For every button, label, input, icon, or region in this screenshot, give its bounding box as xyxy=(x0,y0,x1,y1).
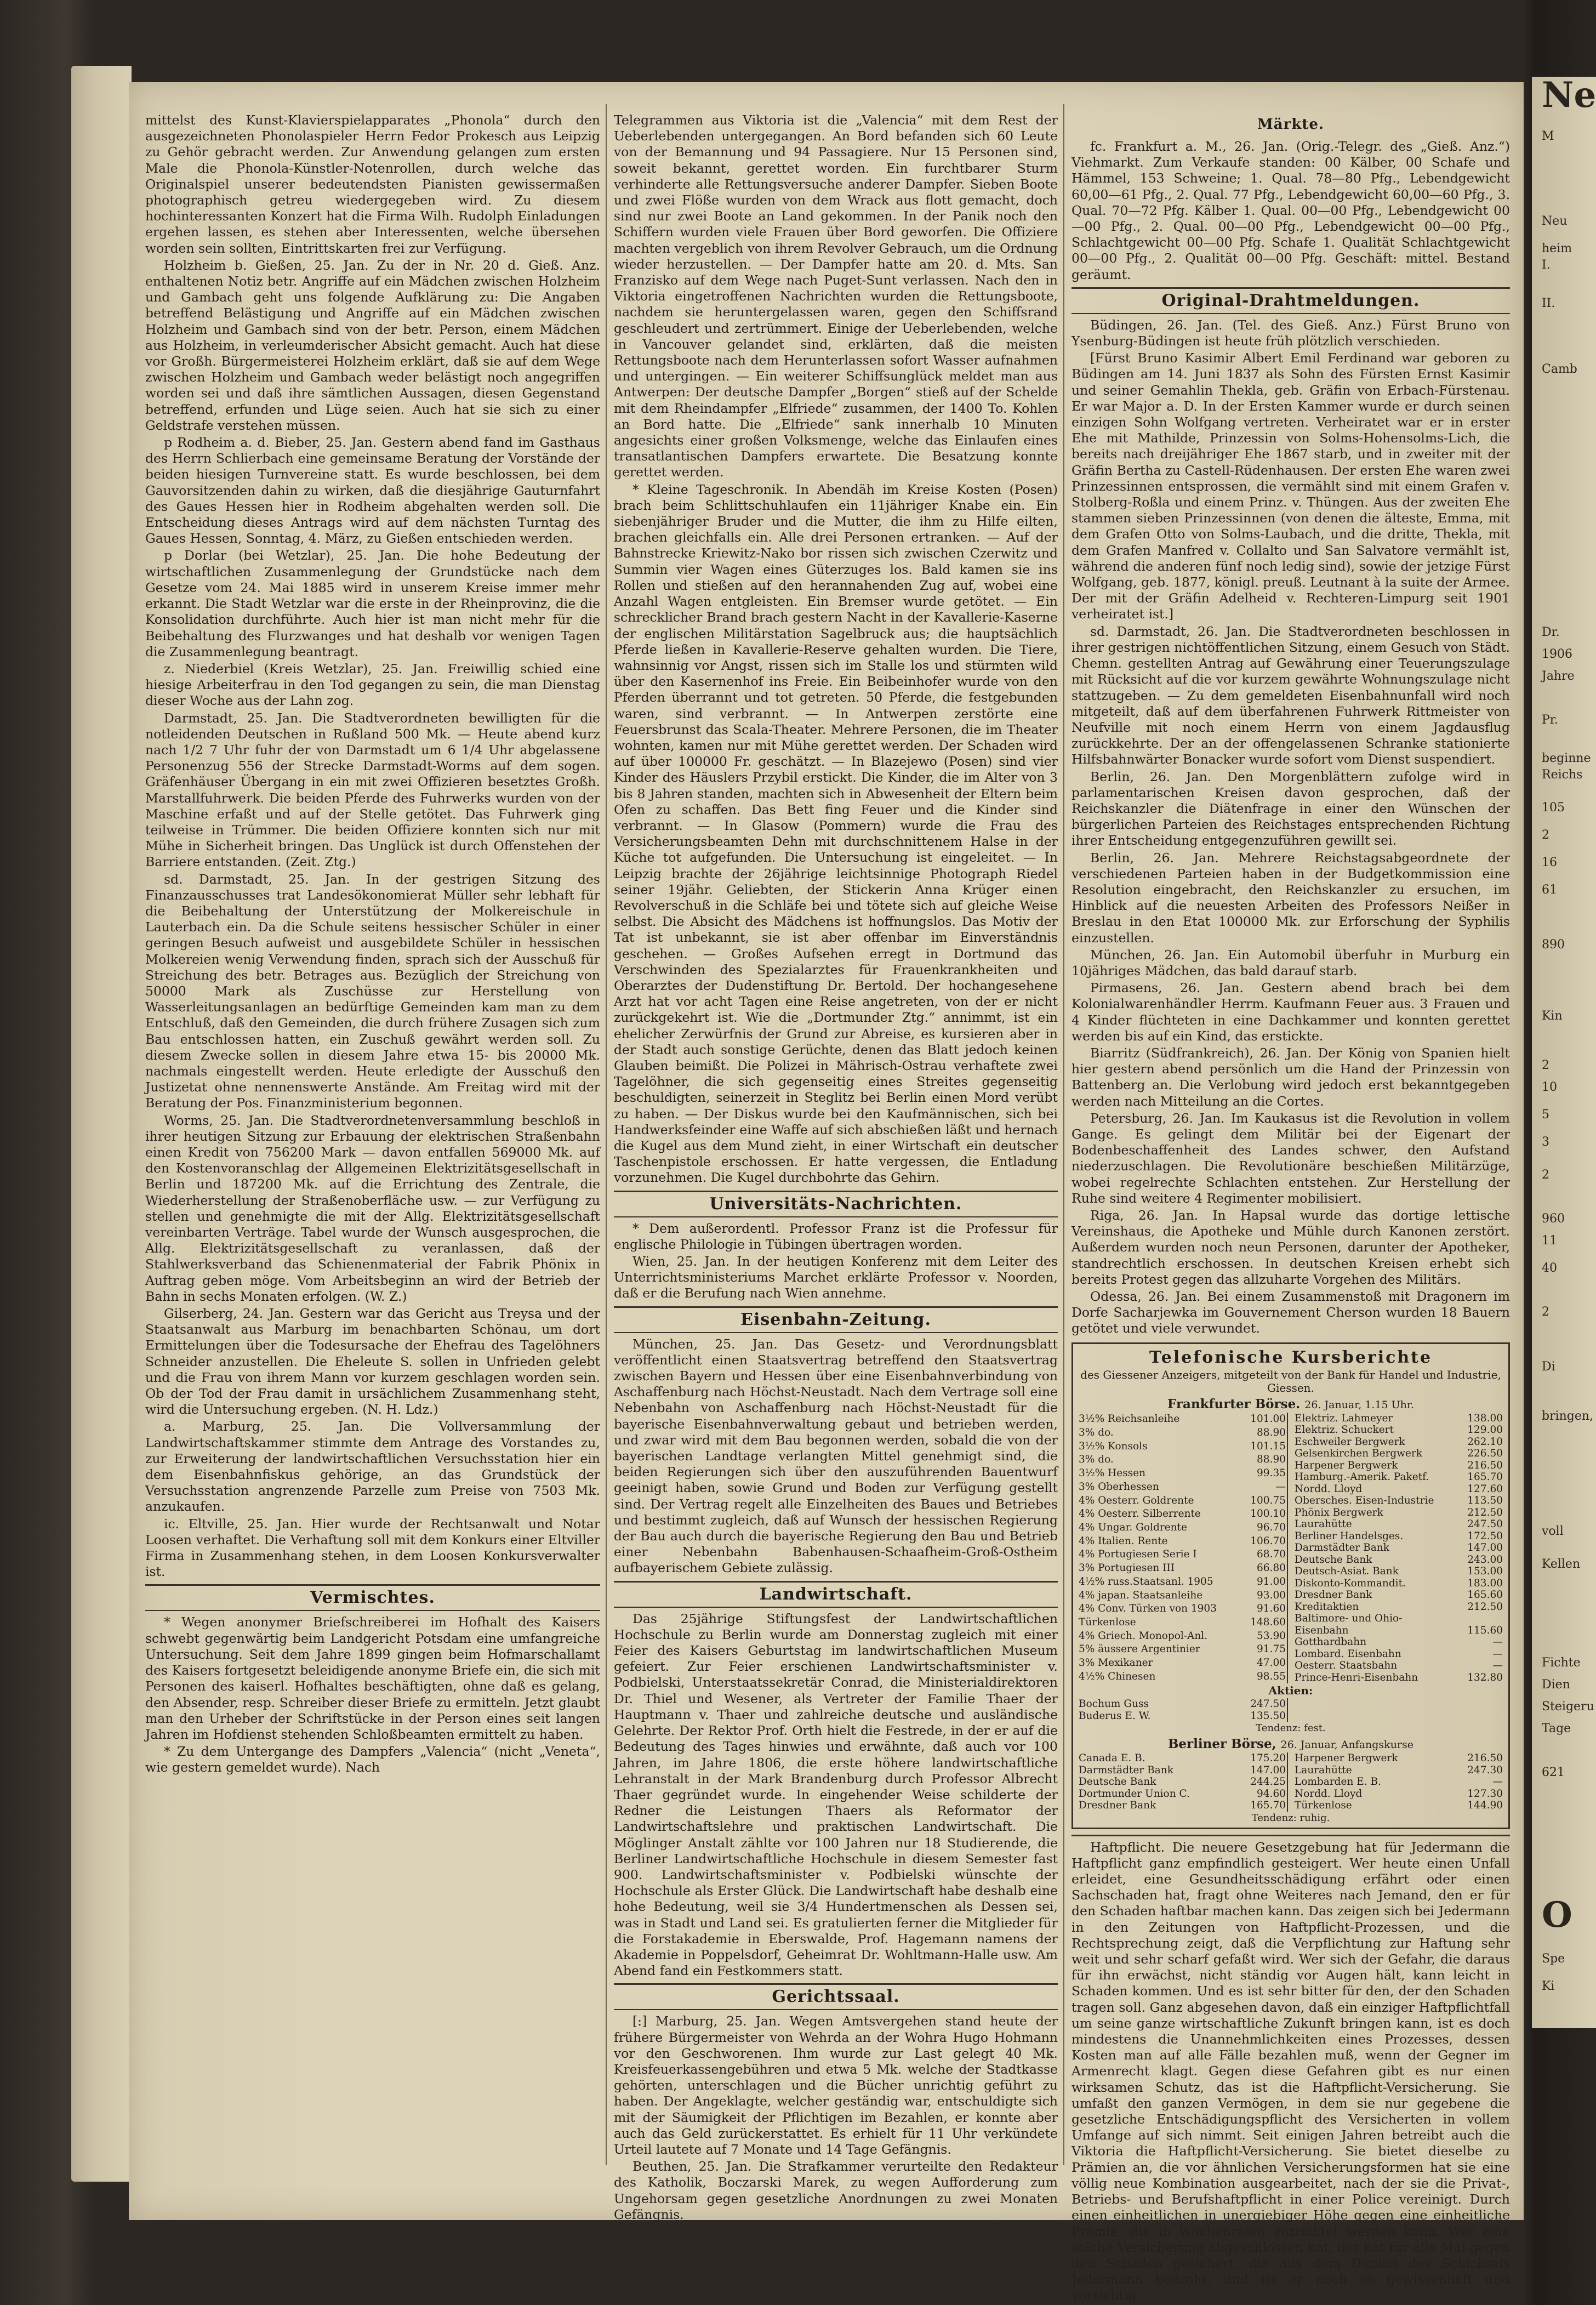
security-name: Nordd. Lloyd xyxy=(1295,1788,1363,1800)
quote-row xyxy=(1293,1413,1504,1425)
berlin-quotes-table-right xyxy=(1293,1752,1504,1812)
adjacent-page-text: 105 xyxy=(1542,801,1565,815)
security-price: — xyxy=(1492,1648,1503,1660)
quote-row xyxy=(1078,1629,1287,1643)
security-price: 88.90 xyxy=(1257,1454,1286,1466)
security-name: Darmstädter Bank xyxy=(1079,1764,1173,1776)
article-paragraph: * Zu dem Untergange des Dampfers „Valencia“ (nicht „Veneta“, wie gestern gemeldet wurde). Nach xyxy=(145,1744,600,1775)
security-name: Deutsche Bank xyxy=(1295,1553,1372,1566)
security-name: 3% do. xyxy=(1079,1454,1114,1466)
article-paragraph: München, 26. Jan. Ein Automobil überfuhr in Murburg ein 10jähriges Mädchen, das bald darauf starb. xyxy=(1071,947,1510,978)
security-name: Berliner Handelsges. xyxy=(1295,1530,1404,1542)
security-price: 99.35 xyxy=(1257,1467,1286,1479)
article-paragraph: [Fürst Bruno Kasimir Albert Emil Ferdinand war geboren zu Büdingen am 14. Juni 1837 als Sohn des Fürsten Ernst Kasimir und seiner Gemahlin Thekla, geb. Gräfin von Erbach-Fürstenau. Er war Major a. D. In der Ersten Kammer wurde er durch seinen einzigen Sohn Wolfgang vertreten. Verheiratet war er in erster Ehe mit Mathilde, Prinzessin von Solms-Hohensolms-Lich, die bereits nach dreijähriger Ehe 1867 starb, und in zweiter mit der Gräfin Bertha zu Castell-Rüdenhausen. Der ersten Ehe waren zwei Prinzessinnen entsprossen, die vermählt sind mit einem Grafen v. Stolberg-Roßla und einem Prinz. v. Thüngen. Aus der zweiten Ehe stammen sieben Prinzessinnen (von denen die älteste, Emma, mit dem Grafen Otto von Solms-Laubach, und die dritte, Thekla, mit dem Grafen Manfred v. Collalto und San Salvatore vermählt ist, während die anderen fünf noch ledig sind), sowie der jetzige Fürst Wolfgang, geb. 1877, königl. preuß. Leutnant à la suite der Armee. Der mit der Gräfin Adelheid v. Rechteren-Limpurg seit 1901 verheiratet ist.] xyxy=(1071,350,1510,622)
column-2 xyxy=(614,112,1058,2224)
quote-row xyxy=(1293,1765,1504,1777)
tendenz-berlin: Tendenz: ruhig. xyxy=(1251,1812,1330,1824)
security-name: 4% japan. Staatsanleihe xyxy=(1079,1589,1203,1601)
quote-row xyxy=(1078,1788,1287,1800)
security-name: Lombard. Eisenbahn xyxy=(1295,1648,1401,1660)
security-name: 4% Oesterr. Silberrente xyxy=(1079,1508,1201,1520)
stock-quotes-box xyxy=(1071,1342,1510,1829)
adjacent-page-text: 2 xyxy=(1542,1305,1549,1319)
security-price: 165.60 xyxy=(1467,1589,1503,1601)
security-price: 183.00 xyxy=(1467,1577,1503,1589)
adjacent-page-text: 11 xyxy=(1542,1234,1557,1248)
article-paragraph: [:] Marburg, 25. Jan. Wegen Amtsvergehen stand heute der frühere Bürgermeister von Wehrda an der Wohra Hugo Hohmann vor den Geschworenen. Ihm wurde zur Last gelegt 40 Mk. Kreisfeuerkassengebühren und etwa 5 Mk. welche der Stadtkasse gehörten, unterschlagen und die Bücher unrichtig geführt zu haben. Der Angeklagte, welcher geständig war, entschuldigte sich mit der Säumigkeit der Pflichtigen im Bezahlen, er konnte aber auch das Geld zurückerstattet. Es erhielt für 11 Uhr verkündete Urteil lautete auf 7 Monate und 14 Tage Gefängnis. xyxy=(614,2013,1058,2157)
security-name: Hamburg.-Amerik. Paketf. xyxy=(1295,1471,1429,1483)
security-name: 4½% Chinesen xyxy=(1079,1670,1156,1682)
security-price: 101.15 xyxy=(1250,1440,1286,1452)
adjacent-page-text: II. xyxy=(1542,297,1555,310)
article-paragraph: Biarritz (Südfrankreich), 26. Jan. Der König von Spanien hielt hier gestern abend persönlich um die Hand der Prinzessin von Battenberg an. Die Verlobung wird jedoch erst bekanntgegeben werden nach Mitteilung an die Cortes. xyxy=(1071,1045,1510,1109)
section-heading-vermischtes: Vermischtes. xyxy=(145,1584,600,1611)
security-name: 3½% Reichsanleihe xyxy=(1079,1413,1180,1425)
security-price: 147.00 xyxy=(1250,1764,1286,1776)
column-divider xyxy=(1063,104,1064,2165)
security-price: 98.55 xyxy=(1257,1670,1286,1682)
quote-row xyxy=(1078,1670,1287,1683)
quote-row xyxy=(1078,1562,1287,1575)
tendenz-frankfurt: Tendenz: fest. xyxy=(1256,1722,1326,1734)
security-name: Harpener Bergwerk xyxy=(1295,1752,1398,1765)
adjacent-page-text: Ki xyxy=(1542,1979,1555,1993)
adjacent-page-text: Dien xyxy=(1542,1678,1570,1692)
quote-row xyxy=(1293,1566,1504,1578)
quote-row xyxy=(1078,1615,1287,1629)
article-paragraph: Worms, 25. Jan. Die Stadtverordnetenversammlung beschloß in ihrer heutigen Sitzung zur Erbauung der elektrischen Straßenbahn einen Kredit von 756200 Mark — davon entfallen 569000 Mk. auf den Kostenvoranschlag der Allgemeinen Elektrizitätsgesellschaft in Berlin und 187200 Mk. auf die Errichtung des Zentrale, die Wiederherstellung der Straßenoberfläche usw. — zur Verfügung zu stellen und genehmigte die mit der Allg. Elektrizitätsgesellschaft vereinbarten Verträge. Tabel wurde der Wunsch ausgesprochen, die Allg. Elektrizitätsgesellschaft zu veranlassen, daß der Stahlwerksverband das Schienenmaterial der Fabrik Phönix in Auftrag geben möge. Vom Arbeitsbeginn an wird der Betrieb der Bahn in sechs Monaten erfolgen. (W. Z.) xyxy=(145,1112,600,1304)
article-paragraph: p Rodheim a. d. Bieber, 25. Jan. Gestern abend fand im Gasthaus des Herrn Schlierbach eine gemeinsame Beratung der Vorstände der beiden hiesigen Turnvereine statt. Es wurde beschlossen, bei dem Gauvorsitzenden dahin zu wirken, daß die diesjährige Gauturnfahrt des Gaues Hessen hier in Rodheim abgehalten werden soll. Die Entscheidung dieses Antrags wird auf dem nächsten Turntag des Gaues Hessen, Sonntag, 4. März, zu Gießen entschieden werden. xyxy=(145,435,600,547)
security-name: Deutsch-Asiat. Bank xyxy=(1295,1566,1399,1578)
frankfurt-exchange-date: 26. Januar, 1.15 Uhr. xyxy=(1304,1398,1414,1411)
security-name: Elektriz. Schuckert xyxy=(1295,1424,1394,1436)
quote-row xyxy=(1293,1424,1504,1436)
quote-row xyxy=(1293,1483,1504,1495)
security-price: — xyxy=(1275,1481,1286,1493)
security-name: Gelsenkirchen Bergwerk xyxy=(1295,1448,1423,1460)
security-price: 91.60 xyxy=(1257,1603,1286,1615)
quote-row xyxy=(1078,1602,1287,1616)
security-name: 3½% Konsols xyxy=(1079,1440,1148,1452)
adjacent-page-text: Kellen xyxy=(1542,1557,1581,1571)
adjacent-page-text: 5 xyxy=(1542,1108,1549,1122)
security-name: Prince-Henri-Eisenbahn xyxy=(1295,1671,1418,1683)
adjacent-page-text: beginne xyxy=(1542,752,1591,765)
security-price: 172.50 xyxy=(1467,1530,1503,1542)
security-name: Kreditaktien xyxy=(1295,1601,1359,1613)
quote-row xyxy=(1293,1471,1504,1483)
adjacent-page-text: Camb xyxy=(1542,362,1577,376)
security-price: 91.75 xyxy=(1257,1643,1286,1655)
security-price: 212.50 xyxy=(1467,1506,1503,1518)
adjacent-page-text: Pr. xyxy=(1542,713,1558,727)
berlin-exchange-date: 26. Januar, Anfangskurse xyxy=(1280,1739,1414,1751)
article-paragraph: * Kleine Tageschronik. In Abendäh im Kreise Kosten (Posen) brach beim Schlittschuhlaufen ein 11jähriger Knabe ein. Ein siebenjähriger Bruder und die Mutter, die ihm zu Hilfe eilten, brachen gleichfalls ein. Alle drei Personen ertranken. — Auf der Bahnstrecke Kriewitz-Nako bor rissen sich zwischen Czerwitz und Summin vier Wagen eines Güterzuges los. Bald kamen sie ins Rollen und stießen auf den herannahenden Zug auf, wobei eine Anzahl Wagen entgleisten. Ein Bremser wurde getötet. — Ein schrecklicher Brand brach gestern Nacht in der Kavallerie-Kaserne der englischen Militärstation Sagelbruck aus; die hauptsächlich Pferde ließen in Kavallerie-Reserve gehalten wurden. Die Tiere, wahnsinnig vor Angst, rissen sich im Stalle los und stürmten wild über den Kasernenhof ins Freie. Ein Beibeinhofer wurde von den Pferden überrannt und tot getreten. 50 Pferde, die festgebunden waren, sind verbrannt. — In Antwerpen zerstörte eine Feuersbrunst das Scala-Theater. Mehrere Personen, die im Theater wohnten, kamen nur mit Mühe gerettet werden. Der Schaden wird auf über 100000 Fr. geschätzt. — In Blazejewo (Posen) sind vier Kinder des Häuslers Przybil erstickt. Die Kinder, die im Alter von 3 bis 8 Jahren standen, machten sich in Abwesenheit der Eltern beim Ofen zu schaffen. Das Bett fing Feuer und die Kinder sind verbrannt. — In Glasow (Pommern) wurde die Frau des Versicherungsbeamten Dehn mit durchschnittenem Halse in der Küche tot aufgefunden. Die Untersuchung ist eingeleitet. — In Leipzig brachte der 26jährige leichtsinnige Photograph Riedel seiner 19jähr. Geliebten, der Stickerin Anna Krüger einen Revolverschuß in die Schläfe bei und tötete sich auf gleiche Weise selbst. Die Absicht des Mädchens ist hoffnungslos. Das Motiv der Tat ist unbekannt, sie ist aber offenbar im Einverständnis geschehen. — Großes Aufsehen erregt in Dortmund das Verschwinden des Spezialarztes für Frauenkrankheiten und Oberarztes der Dudenstiftung Dr. Bertold. Der hochangesehene Arzt hat vor acht Tagen eine Reise angetreten, von der er nicht zurückgekehrt ist. Wie die „Dortmunder Ztg.“ annimmt, ist ein ehelicher Zerwürfnis der Grund zur Abreise, es kursieren aber in der Stadt auch sonstige Gerüchte, denen das Blatt jedoch keinen Glauben beimißt. Die Polizei in Mährisch-Ostrau verhaftete zwei Tagelöhner, die sich gegenseitig eines Streites gegenseitig beschuldigten, seinerzeit in Steglitz bei Berlin einen Mord verübt zu haben. — Der Diskus wurde bei den Kaufmännischen, sich bei Handwerksfeinder eine Waffe auf sich abschießen läßt und hernach die Kugel aus dem Mund zieht, in einer Wirtschaft ein deutscher Taschenpistole erschossen. Er hatte vergessen, die Entladung vorzunehmen. Die Kugel durchbohrte das Gehirn. xyxy=(614,481,1058,1186)
quote-row xyxy=(1078,1453,1287,1467)
security-name: 3% Portugiesen III xyxy=(1079,1562,1175,1574)
security-name: Bochum Guss xyxy=(1079,1698,1149,1710)
section-heading-gerichtssaal: Gerichtssaal. xyxy=(614,1983,1058,2010)
adjacent-page-text: Dr. xyxy=(1542,625,1560,639)
quote-row xyxy=(1293,1660,1504,1672)
quote-row xyxy=(1293,1495,1504,1507)
security-price: 247.30 xyxy=(1467,1764,1503,1776)
security-price: 91.00 xyxy=(1257,1575,1286,1587)
quote-row xyxy=(1078,1765,1287,1777)
quote-row xyxy=(1293,1800,1504,1812)
security-price: — xyxy=(1492,1660,1503,1672)
security-price: 94.60 xyxy=(1257,1788,1286,1800)
berlin-exchange-heading xyxy=(1078,1738,1504,1751)
security-name: Deutsche Bank xyxy=(1079,1776,1156,1788)
security-price: 243.00 xyxy=(1467,1553,1503,1566)
adjacent-page-text: Neu xyxy=(1542,214,1568,228)
security-price xyxy=(1460,1613,1504,1625)
security-name: Gotthardbahn xyxy=(1295,1636,1367,1648)
adjacent-page-text: voll xyxy=(1542,1524,1564,1538)
security-name: 3% Mexikaner xyxy=(1079,1657,1153,1669)
quote-row xyxy=(1078,1426,1287,1439)
quote-row xyxy=(1293,1542,1504,1554)
page-binding-edge xyxy=(71,66,132,2182)
frankfurt-quotes-grid xyxy=(1078,1413,1504,1684)
quote-row xyxy=(1078,1494,1287,1507)
quote-row xyxy=(1293,1518,1504,1530)
security-price: 216.50 xyxy=(1467,1459,1503,1471)
quote-row xyxy=(1078,1521,1287,1534)
berlin-quotes-grid xyxy=(1078,1752,1504,1812)
security-name: Laurahütte xyxy=(1295,1764,1352,1776)
security-name: 3% Oberhessen xyxy=(1079,1481,1159,1493)
security-price: 100.75 xyxy=(1250,1494,1286,1506)
article-paragraph: Das 25jährige Stiftungsfest der Landwirtschaftlichen Hochschule zu Berlin wurde am Donnerstag zugleich mit einer Feier des Kaisers Geburtstag im landwirtschaftlichen Museum gefeiert. Zur Feier erschienen Landwirtschaftsminister v. Podbielski, Unterstaatssekretär Conrad, die Ministerialdirektoren Dr. Thiel und Wesener, als Vertreter der Familie Thaer der Hauptmann v. Thaer und zahlreiche deutsche und ausländische Gelehrte. Der Rektor Prof. Orth hielt die Festrede, in der er auf die Bedeutung des Tages hinwies und erwähnte, daß auch vor 100 Jahren, im Jahre 1806, die erste höhere landwirtschaftliche Lehranstalt in der Mark Brandenburg durch Professor Albrecht Thaer gegründet wurde. In eingehender Weise schilderte der Redner die Leistungen Thaers als Reformator der Landwirtschaftslehre und praktischen Landwirtschaft. Die Möglinger Anstalt zählte vor 100 Jahren nur 18 Studierende, die Berliner Landwirtschaftliche Hochschule in diesem Semester fast 900. Landwirtschaftsminister v. Podbielski wünschte der Hochschule als Erster Glück. Die Landwirtschaft habe deshalb eine hohe Bedeutung, weil sie 3/4 Hundertmenschen als Dessen sei, was in Stadt und Land sei. Es gratulierten ferner die Mitglieder für die Forstakademie in Eberswalde, Prof. Hagemann namens der Akademie in Poppelsdorf, Geheimrat Dr. Wohltmann-Halle usw. Am Abend fand ein Festkommers statt. xyxy=(614,1610,1058,1979)
security-price: 153.00 xyxy=(1467,1566,1503,1578)
quote-row xyxy=(1293,1436,1504,1448)
security-price: 96.70 xyxy=(1257,1521,1286,1533)
quote-row xyxy=(1293,1578,1504,1590)
quote-row xyxy=(1293,1448,1504,1460)
quote-row xyxy=(1293,1776,1504,1788)
berlin-exchange-title: Berliner Börse, xyxy=(1167,1737,1276,1752)
section-heading-landwirtschaft: Landwirtschaft. xyxy=(614,1581,1058,1608)
security-price: 247.50 xyxy=(1467,1518,1503,1530)
security-name: 4½% russ.Staatsanl. 1905 xyxy=(1079,1575,1213,1587)
article-paragraph: fc. Frankfurt a. M., 26. Jan. (Orig.-Telegr. des „Gieß. Anz.“) Viehmarkt. Zum Verkaufe standen: 00 Kälber, 00 Schafe und Hämmel, 153 Schweine; 1. Qual. 78—80 Pfg., Lebendgewicht 60,00—61 Pfg., 2. Qual. 77 Pfg., Lebendgewicht 60,00—60 Pfg., 3. Qual. 70—72 Pfg. Kälber 1. Qual. 00—00 Pfg., Lebendgewicht 00—00 Pfg., 2. Qual. 00—00 Pfg., Lebendgewicht 00—00 Pfg., Schlachtgewicht 00—00 Pfg. Schafe 1. Qualität Schlachtgewicht 00—00 Pfg., 2. Qualität 00—00 Pfg. Geschäft: mittel. Bestand geräumt. xyxy=(1071,139,1510,282)
security-price: 127.30 xyxy=(1467,1788,1503,1800)
security-price: 138.00 xyxy=(1467,1412,1503,1424)
quote-row xyxy=(1078,1480,1287,1494)
security-name: Baltimore- und Ohio- xyxy=(1295,1613,1403,1625)
quote-row xyxy=(1293,1672,1504,1684)
security-name: Dresdner Bank xyxy=(1295,1589,1372,1601)
security-price: 144.90 xyxy=(1467,1800,1503,1812)
article-paragraph: Petersburg, 26. Jan. Im Kaukasus ist die Revolution in vollem Gange. Es gelingt dem Militär bei der Eigenart der Bodenbeschaffenheit des Landes schwer, den Aufstand niederzuschlagen. Die Revolutionäre beschießen Militärzüge, wobei regelrechte Schlachten entstehen. Zur Herstellung der Ruhe sind weitere 4 Regimenter mobilisiert. xyxy=(1071,1110,1510,1206)
frankfurt-exchange-heading xyxy=(1078,1398,1504,1412)
aktien-grid xyxy=(1078,1698,1504,1722)
security-name: Phönix Bergwerk xyxy=(1295,1506,1383,1518)
security-price: 66.80 xyxy=(1257,1562,1286,1574)
security-price: 127.60 xyxy=(1467,1483,1503,1495)
article-paragraph: Haftpflicht. Die neuere Gesetzgebung hat für Jedermann die Haftpflicht ganz empfindlich gesteigert. Wer heute einen Unfall erleidet, eine Gesundheitsschädigung erfährt oder einen Sachschaden hat, fragt ohne Weiteres nach Jemand, den er für den Schaden haftbar machen kann. Das zeigen sich bei Jedermann in den Zeitungen von Haftpflicht-Prozessen, und die Rechtsprechung zeigt, daß die Verpflichtung zur Haftung sehr weit und sehr scharf gefaßt wird. Wer sich der Gefahr, die daraus für ihn erwächst, nicht ständig vor Augen hält, kann leicht in Schaden kommen. Und es ist sehr bitter für den, der den Schaden tragen soll. Ganz abgesehen davon, daß ein einziger Haftpflichtfall um seine ganze wirtschaftliche Zukunft bringen kann, ist es doch mindestens die Unannehmlichkeiten eines Prozesses, dessen Kosten man auf alle Fälle bezahlen muß, wenn der Gegner im Armenrecht klagt. Gegen diese Gefahren gibt es nur einen wirksamen Schutz, das ist die Haftpflicht-Versicherung. Sie umfaßt den ganzen Vermögen, in dem sie nur gegebene die gesetzliche Entschädigungspflicht des Versicherten in vollem Umfange auf sich nimmt. Seit einigen Jahren betreibt auch die Viktoria die Haftpflicht-Versicherung. Sie bietet dieselbe zu Prämien an, die vor ähnlichen Versicherungsformen hat sie eine völlig neue Kombination ausgearbeitet, nach der sie die Privat-, Betriebs- und Berufshaftpflicht in einer Police vereinigt. Durch einen einheitlichen in unergiebiger Höhe gegen eine einheitliche Prämie, die in Wochenraten entrichtet werden kann. Wer eine solche Versicherung abgeschlossen hat, der hat für alle Mal gegen den Schaden gesichert, die aus dem Dunkel des Schicksals Jedermann bedroht, und ist er noch so gewissenhaft und vorsichtig. xyxy=(1071,1839,1510,2303)
quote-row xyxy=(1078,1575,1287,1589)
article-paragraph: Pirmasens, 26. Jan. Gestern abend brach bei dem Kolonialwarenhändler Herrm. Kaufmann Feuer aus. 3 Frauen und 4 Kinder flüchteten in eine Dachkammer und konnten gerettet werden bis auf ein Kind, das erstickte. xyxy=(1071,980,1510,1044)
security-price: 132.80 xyxy=(1467,1671,1503,1683)
security-name: Harpener Bergwerk xyxy=(1295,1459,1398,1471)
adjacent-page-text: Jahre xyxy=(1542,669,1575,683)
article-paragraph: z. Niederbiel (Kreis Wetzlar), 25. Jan. Freiwillig schied eine hiesige Arbeiterfrau in den Tod gegangen zu sein, die man Dienstag dieser Woche aus der Lahn zog. xyxy=(145,661,600,709)
security-name: 5% äussere Argentinier xyxy=(1079,1643,1200,1655)
adjacent-page-text: O xyxy=(1542,1894,1572,1936)
security-price: 101.00 xyxy=(1250,1413,1286,1425)
adjacent-page-text: 40 xyxy=(1542,1261,1557,1275)
adjacent-page-text: I. xyxy=(1542,258,1551,272)
article-paragraph: Büdingen, 26. Jan. (Tel. des Gieß. Anz.) Fürst Bruno von Ysenburg-Büdingen ist heute früh plötzlich verschieden. xyxy=(1071,317,1510,349)
quote-row xyxy=(1078,1657,1287,1670)
adjacent-page-text: 2 xyxy=(1542,828,1549,842)
security-name: Laurahütte xyxy=(1295,1518,1352,1530)
stock-quotes-title: Telefonische Kursberichte xyxy=(1149,1347,1433,1367)
section-heading-universitaet: Universitäts-Nachrichten. xyxy=(614,1191,1058,1217)
security-price: 68.70 xyxy=(1257,1549,1286,1561)
security-price: 175.20 xyxy=(1250,1752,1286,1765)
security-name: Oesterr. Staatsbahn xyxy=(1295,1660,1398,1672)
quote-row xyxy=(1293,1636,1504,1648)
column-1 xyxy=(145,112,600,1777)
article-paragraph: sd. Darmstadt, 26. Jan. Die Stadtverordneten beschlossen in ihrer gestrigen nichtöffentlichen Sitzung, einem Gesuch von Städt. Chemn. gestellten Antrag auf Gewährung einer Teuerungszulage mit Rücksicht auf die vor kurzem gewährte Wohnungszulage nicht stattzugeben. — Zu dem gemeldeten Eisenbahnunfall wird noch mitgeteilt, daß auf dem überfahrenen Fuhrwerk Rittmeister von Neufville mit noch einem Herrn von einem Jagdausflug zurückkehrte. Der an der offengelassenen Schranke stationierte Hilfsbahnwärter Bonacker wurde sofort vom Dienst suspendiert. xyxy=(1071,623,1510,767)
security-name: Lombarden E. B. xyxy=(1295,1776,1382,1788)
security-name: Türkenlose xyxy=(1079,1617,1136,1629)
article-paragraph: a. Marburg, 25. Jan. Die Vollversammlung der Landwirtschaftskammer stimmte dem Antrage des Vorstandes zu, zur Erweiterung der landwirtschaftlichen Versuchsstation hier ein dem Eisenbahnfiskus gehörige, an das Grundstück der Versuchsstation angrenzende Parzelle zum Preise von 7503 Mk. anzukaufen. xyxy=(145,1419,600,1515)
article-paragraph: Berlin, 26. Jan. Den Morgenblättern zufolge wird in parlamentarischen Kreisen davon gesprochen, daß der Reichskanzler die Diätenfrage in einer den Wünschen der bürgerlichen Parteien des Reichstages entsprechenden Richtung ihrer Entscheidung entgegenzuführen gewillt sei. xyxy=(1071,769,1510,849)
security-price: 53.90 xyxy=(1257,1630,1286,1642)
security-price: 216.50 xyxy=(1467,1752,1503,1765)
security-price: 88.90 xyxy=(1257,1426,1286,1438)
security-name: 4% Portugiesen Serie I xyxy=(1079,1549,1197,1561)
security-price: 113.50 xyxy=(1467,1495,1503,1507)
quote-row xyxy=(1293,1530,1504,1543)
adjacent-page-text: heim xyxy=(1542,242,1572,255)
quote-row xyxy=(1078,1710,1287,1722)
adjacent-page-text: Tage xyxy=(1542,1722,1571,1735)
security-name: Obersches. Eisen-Industrie xyxy=(1295,1495,1434,1507)
quote-row xyxy=(1293,1507,1504,1519)
frankfurt-bonds-table xyxy=(1078,1413,1288,1684)
security-name: 4% Ungar. Goldrente xyxy=(1079,1521,1187,1533)
adjacent-page-text: Fichte xyxy=(1542,1656,1581,1670)
security-name: 4% Italien. Rente xyxy=(1079,1535,1168,1547)
security-name: 4% Conv. Türken von 1903 xyxy=(1079,1603,1217,1615)
security-name: Eschweiler Bergwerk xyxy=(1295,1436,1405,1448)
quote-row xyxy=(1078,1698,1287,1710)
security-name: 4% Oesterr. Goldrente xyxy=(1079,1494,1194,1506)
quote-row xyxy=(1293,1788,1504,1800)
security-name: Darmstädter Bank xyxy=(1295,1542,1389,1554)
adjacent-page-text: 2 xyxy=(1542,1168,1549,1182)
adjacent-page-text: Di xyxy=(1542,1360,1555,1374)
adjacent-page-text: 621 xyxy=(1542,1766,1565,1779)
article-paragraph: Darmstadt, 25. Jan. Die Stadtverordneten bewilligten für die notleidenden Deutschen in Rußland 500 Mk. — Heute abend kurz nach 1/2 7 Uhr fuhr der von Darmstadt um 6 1/4 Uhr abgelassene Personenzug 556 der Strecke Darmstadt-Worms auf dem sogen. Gräfenhäuser Übergang in ein mit zwei Offizieren besetztes Großh. Marstallfuhrwerk. Die beiden Pferde des Fuhrwerks wurden von der Maschine erfaßt und auf der Stelle getötet. Das Fuhrwerk ging teilweise in Trümmer. Die beiden Offiziere konnten sich nur mit Mühe in Sicherheit bringen. Das Unglück ist durch Offenstehen der Barriere entstanden. (Zeit. Ztg.) xyxy=(145,710,600,870)
security-name: Eisenbahn xyxy=(1295,1624,1349,1636)
quote-row xyxy=(1078,1589,1287,1602)
article-paragraph: p Dorlar (bei Wetzlar), 25. Jan. Die hohe Bedeutung der wirtschaftlichen Zusammenlegung der Grundstücke nach dem Gesetze vom 24. Mai 1885 wird in unserem Kreise immer mehr erkannt. Die Stadt Wetzlar war die erste in der Rheinprovinz, die die Konsolidation durchführte. Auch hier ist man nicht mehr für die Beibehaltung des Flurzwanges und hat deshalb vor wenigen Tagen die Zusammenlegung beantragt. xyxy=(145,548,600,659)
article-paragraph: Odessa, 26. Jan. Bei einem Zusammenstoß mit Dragonern im Dorfe Sacharjewka im Gouvernement Cherson wurden 18 Bauern getötet und viele verwundet. xyxy=(1071,1289,1510,1336)
quote-row xyxy=(1078,1507,1287,1521)
security-price: 165.70 xyxy=(1250,1800,1286,1812)
article-paragraph: Wien, 25. Jan. In der heutigen Konferenz mit dem Leiter des Unterrichtsministeriums Marchet erklärte Professor v. Noorden, daß er die Berufung nach Wien annehme. xyxy=(614,1254,1058,1301)
quote-row xyxy=(1293,1625,1504,1637)
security-price: 244.25 xyxy=(1250,1776,1286,1788)
security-price: 148.60 xyxy=(1250,1617,1286,1629)
section-heading-eisenbahn: Eisenbahn-Zeitung. xyxy=(614,1306,1058,1333)
adjacent-page-fragment xyxy=(1532,77,1596,2028)
adjacent-page-text: Kin xyxy=(1542,1009,1563,1023)
security-price: 135.50 xyxy=(1250,1710,1286,1722)
quote-row xyxy=(1078,1467,1287,1481)
adjacent-page-text: 2 xyxy=(1542,1058,1549,1072)
quote-row xyxy=(1293,1613,1504,1625)
aktien-heading: Aktien: xyxy=(1268,1684,1313,1698)
security-price: 115.60 xyxy=(1467,1624,1503,1636)
haftpflicht-article xyxy=(1071,1835,1510,2304)
security-price: 147.00 xyxy=(1467,1542,1503,1554)
adjacent-page-text: 61 xyxy=(1542,883,1557,897)
adjacent-page-text: 10 xyxy=(1542,1080,1557,1094)
adjacent-page-text: Spe xyxy=(1542,1952,1565,1966)
quote-row xyxy=(1078,1439,1287,1453)
security-price: 212.50 xyxy=(1467,1601,1503,1613)
security-name: 3% do. xyxy=(1079,1426,1114,1438)
security-price: 106.70 xyxy=(1250,1535,1286,1547)
article-paragraph: * Dem außerordentl. Professor Franz ist die Professur für englische Philologie in Tübingen übertragen worden. xyxy=(614,1220,1058,1252)
quote-row xyxy=(1293,1589,1504,1601)
security-price: — xyxy=(1492,1636,1503,1648)
section-heading-maerkte: Märkte. xyxy=(1257,116,1324,133)
security-price: 165.70 xyxy=(1467,1471,1503,1483)
berlin-quotes-table-left xyxy=(1078,1752,1288,1812)
adjacent-page-text: Reichs xyxy=(1542,768,1583,782)
column-divider xyxy=(606,104,607,2165)
stock-quotes-subtitle: des Giessener Anzeigers, mitgeteilt von der Bank für Handel und Industrie, Giessen. xyxy=(1080,1368,1501,1395)
frankfurt-shares-table xyxy=(1293,1413,1504,1684)
security-price: 247.50 xyxy=(1250,1698,1286,1710)
quote-row xyxy=(1078,1548,1287,1562)
security-name: Elektriz. Lahmeyer xyxy=(1295,1412,1393,1424)
adjacent-page-text: 3 xyxy=(1542,1135,1549,1149)
quote-row xyxy=(1293,1554,1504,1566)
article-paragraph: sd. Darmstadt, 25. Jan. In der gestrigen Sitzung des Finanzausschusses trat Landesökonomierat Müller sehr lebhaft für die Beibehaltung der Unterstützung der Molkereischule in Lauterbach ein. Da die Schule seitens hessischer Schüler in einer geringen Besuch aufweist und ausgebildete Schüler in hessischen Molkereien wenig Verwendung finden, sprach sich der Ausschuß für Streichung des betr. Betrages aus. Bezüglich der Streichung von 50000 Mark als Zuschüsse zur Herstellung von Wasserleitungsanlagen an bedürftige Gemeinden kam man zu dem Entschluß, daß den Gemeinden, die durch frühere Zusagen sich zum Bau entschlossen hatten, ein Zuschuß gewährt werden soll. Zu diesem Zwecke sollen in diesem Jahre etwa 15- bis 20000 Mk. nachmals eingestellt werden. Heute erledigte der Ausschuß den Justizetat ohne nennenswerte Anstände. Am Freitag wird mit der Beratung der Pos. Finanzministerium begonnen. xyxy=(145,871,600,1111)
adjacent-page-text: Steigeru xyxy=(1542,1700,1594,1714)
quote-row xyxy=(1078,1534,1287,1548)
article-paragraph: Riga, 26. Jan. In Hapsal wurde das dortige lettische Vereinshaus, die Apotheke und Mühle durch Kanonen zerstört. Außerdem wurden noch neun Personen, darunter der Apotheker, standrechtlich erschossen. In deutschen Kreisen erhebt sich bereits Protest gegen das allzuharte Vorgehen des Militärs. xyxy=(1071,1208,1510,1287)
section-heading-original-drahtmeldungen: Original-Drahtmeldungen. xyxy=(1071,287,1510,314)
quote-row xyxy=(1078,1776,1287,1788)
column-3 xyxy=(1071,112,1510,2305)
adjacent-page-text: Ne xyxy=(1542,77,1596,116)
adjacent-page-text: 960 xyxy=(1542,1212,1565,1226)
article-paragraph: Telegrammen aus Viktoria ist die „Valencia“ mit dem Rest der Ueberlebenden untergegangen. An Bord befanden sich 60 Leute von der Bemannung und 94 Passagiere. Nur 15 Personen sind, soweit bekannt, gerettet worden. Ein furchtbarer Sturm verhinderte alle Rettungsversuche anderer Dampfer. Sieben Boote und zwei Flöße wurden von dem Wrack aus flott gemacht, doch sind nur zwei Boote an Land gekommen. In der Panik noch den Schiffern wurden viele Frauen über Bord geworfen. Die Offiziere machten vergeblich von ihrem Revolver Gebrauch, um die Ordnung wieder herzustellen. — Der Dampfer hatte am 20. d. Mts. San Franzisko auf dem Wege nach Puget-Sunt verlassen. Nach den in Viktoria eingetroffenen Nachrichten wurden die Rettungsboote, nachdem sie heruntergelassen waren, gegen den Schiffsrand geschleudert und zertrümmert. Einige der Ueberlebenden, welche in Vancouver gelandet sind, erklärten, daß die meisten Rettungsboote nach dem Herunterlassen sofort Wasser aufnahmen und untergingen. — Ein weiterer Schiffsunglück meldet man aus Antwerpen: Der deutsche Dampfer „Borgen“ stieß auf der Schelde mit dem Rheindampfer „Elfriede“ zusammen, der 1400 To. Kohlen an Bord hatte. Die „Elfriede“ sank innerhalb 10 Minuten angesichts einer großen Volksmenge, welche das Einlaufen eines transatlantischen Dampfers erwartete. Die Besatzung konnte gerettet werden. xyxy=(614,112,1058,480)
security-price: 100.10 xyxy=(1250,1508,1286,1520)
quote-row xyxy=(1078,1800,1287,1812)
article-paragraph: ic. Eltville, 25. Jan. Hier wurde der Rechtsanwalt und Notar Loosen verhaftet. Die Verhaftung soll mit dem Konkurs einer Eltviller Firma in Zusammenhang stehen, in dem Loosen Konkursverwalter ist. xyxy=(145,1516,600,1580)
article-paragraph: Beuthen, 25. Jan. Die Strafkammer verurteilte den Redakteur des Katholik, Boczarski Marek, zu wegen Aufforderung zum Ungehorsam gegen gesetzliche Anordnungen zu zwei Monaten Gefängnis. xyxy=(614,2159,1058,2222)
security-name: Dortmunder Union C. xyxy=(1079,1788,1190,1800)
adjacent-page-text: bringen, xyxy=(1542,1409,1594,1423)
frankfurt-exchange-title: Frankfurter Börse. xyxy=(1167,1396,1301,1412)
adjacent-page-text: 16 xyxy=(1542,856,1557,869)
security-name: Diskonto-Kommandit. xyxy=(1295,1577,1406,1589)
security-price: 226.50 xyxy=(1467,1448,1503,1460)
security-price: — xyxy=(1492,1776,1503,1788)
adjacent-page-text: 890 xyxy=(1542,938,1565,952)
quote-row xyxy=(1293,1601,1504,1613)
article-paragraph: Gilserberg, 24. Jan. Gestern war das Gericht aus Treysa und der Staatsanwalt aus Marburg im benachbarten Schönau, um dort Ermittelungen über die Todesursache der Ehefrau des Tagelöhners Schneider anzustellen. Die Eheleute S. sollen in Unfrieden gelebt und die Frau von ihrem Mann vor kurzem geschlagen worden sein. Ob der Tod der Frau damit in ursächlichem Zusammenhang steht, wird die Untersuchung ergeben. (N. H. Ldz.) xyxy=(145,1306,600,1418)
security-name: Türkenlose xyxy=(1295,1800,1352,1812)
quote-row xyxy=(1078,1752,1287,1765)
security-name: Dresdner Bank xyxy=(1079,1800,1156,1812)
adjacent-page-text: M xyxy=(1542,129,1554,143)
article-paragraph: Berlin, 26. Jan. Mehrere Reichstagsabgeordnete der verschiedenen Parteien haben in der Budgetkommission eine Resolution eingebracht, den Reichskanzler zu ersuchen, im Hinblick auf die neuesten Arbeiten des Professors Neißer in Breslau in den Etat 100000 Mk. zur Erforschung der Syphilis einzustellen. xyxy=(1071,850,1510,946)
quote-row xyxy=(1078,1643,1287,1657)
security-price: 262.10 xyxy=(1467,1436,1503,1448)
security-name: Canada E. B. xyxy=(1079,1752,1145,1765)
security-name: 4% Griech. Monopol-Anl. xyxy=(1079,1630,1208,1642)
adjacent-page-text: 1906 xyxy=(1542,647,1572,661)
article-paragraph: Holzheim b. Gießen, 25. Jan. Zu der in Nr. 20 d. Gieß. Anz. enthaltenen Notiz betr. Angriffe auf ein Mädchen zwischen Holzheim und Gambach geht uns folgende Aufklärung zu: Die Angaben betreffend Belästigung und Angriffe auf ein Mädchen zwischen Holzheim und Gambach sind von der betr. Person, einem Mädchen aus Holzheim, in verleumderischer Absicht gemacht. Auch hat diese vor Großh. Bürgermeisterei Holzheim erklärt, daß sie auf dem Wege zwischen Holzheim und Gambach weder belästigt noch angegriffen worden sei und daß ihre sämtlichen Aussagen, diesen Gegenstand betreffend, erfunden und Lüge seien. Auch hat sie sich zu einer Geldstrafe verstehen müssen. xyxy=(145,257,600,433)
security-name: Buderus E. W. xyxy=(1079,1710,1151,1722)
newspaper-sheet xyxy=(129,82,1524,2303)
article-paragraph: mittelst des Kunst-Klavierspielapparates „Phonola“ durch den ausgezeichneten Phonolaspieler Herrn Fedor Prokesch aus Leipzig zu Gehör gebracht werden. Zur Anwendung gelangen zum ersten Male die Phonola-Künstler-Notenrollen, durch welche das Originalspiel unserer bedeutendsten Pianisten gewissermaßen photographisch getreu wiedergegeben wird. Zu diesem hochinteressanten Konzert hat die Firma Wilh. Rudolph Einladungen ergehen lassen, es stehen aber Interessenten, welche übersehen worden sein sollten, Eintrittskarten frei zur Verfügung. xyxy=(145,112,600,256)
quote-row xyxy=(1293,1648,1504,1660)
aktien-table-empty xyxy=(1293,1698,1504,1722)
aktien-table xyxy=(1078,1698,1288,1722)
security-price: 129.00 xyxy=(1467,1424,1503,1436)
article-paragraph: * Wegen anonymer Briefschreiberei im Hofhalt des Kaisers schwebt gegenwärtig beim Landgericht Potsdam eine umfangreiche Untersuchung. Seit dem Jahre 1899 gingen beim Hofmarschallamt des Kaisers fortgesetzt beleidigende anonyme Briefe ein, die sich mit Personen des kaiserl. Hofhaltes beschäftigten, ohne daß es gelang, den Absender, resp. Schreiber dieser Briefe zu ermitteln. Jetzt glaubt man den Urheber der Schriftstücke in der Person eines seit langen Jahren im Hofdienst stehenden Schloßbeamten ermittelt zu haben. xyxy=(145,1614,600,1742)
security-name: Nordd. Lloyd xyxy=(1295,1483,1363,1495)
security-name: 3½% Hessen xyxy=(1079,1467,1146,1479)
quote-row xyxy=(1293,1460,1504,1472)
article-paragraph: München, 25. Jan. Das Gesetz- und Verordnungsblatt veröffentlicht einen Staatsvertrag betreffend den Staatsvertrag zwischen Bayern und Hessen über eine Eisenbahnverbindung von Aschaffenburg nach Höchst-Neustadt. Nach dem Vertrage soll eine Nebenbahn von Aschaffenburg nach Höchst-Neustadt für die bayerische Eisenbahnverwaltung gebaut und betrieben werden, und zwar wird mit dem Bau begonnen werden, sobald die von der bayerischen Landtage verlangten Mittel genehmigt sind, die beiden Regierungen sich über den auszuführenden Bauentwurf geeinigt haben, sowie Grund und Boden zur Verfügung gestellt sind. Der Vertrag regelt alle Einzelheiten des Baues und Betriebes und bestimmt zugleich, daß auf Wunsch der hessischen Regierung der Bau auch durch die bayerische Regierung den Bau und Betrieb einer Nebenbahn Babenhausen-Schaafheim-Groß-Ostheim aufbayerischem Gebiete zulässig. xyxy=(614,1336,1058,1576)
security-price: 93.00 xyxy=(1257,1589,1286,1601)
quote-row xyxy=(1293,1752,1504,1765)
security-price: 47.00 xyxy=(1257,1657,1286,1669)
quote-row xyxy=(1078,1413,1287,1426)
